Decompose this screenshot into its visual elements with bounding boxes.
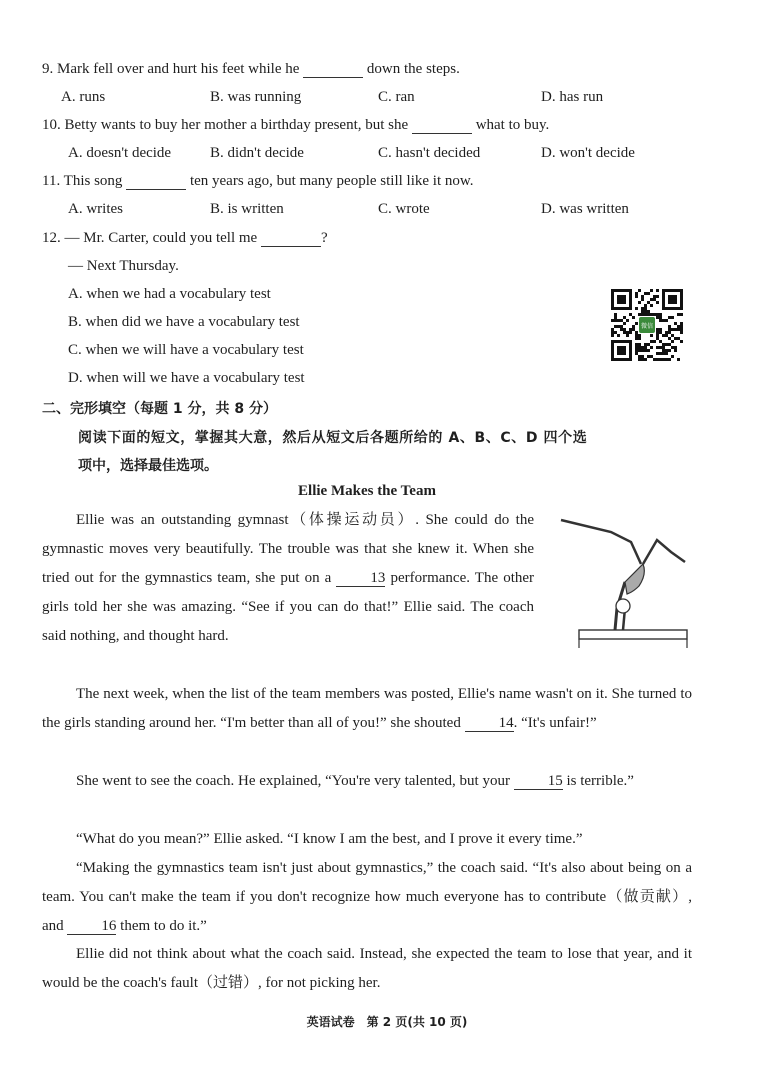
paragraph-text: Ellie did not think about what the coach said. Instead, she expected the team to lose that year, and it would be the coach's fault（过错）, for not picking her. (42, 946, 692, 991)
question-11-tail: ten years ago, but many people still like it now. (189, 173, 474, 189)
paragraph-text: The next week, when the list of the team members was posted, Ellie's name wasn't on it. She turned to the girls standing around her. “I'm better than all of you!” she shouted (42, 686, 692, 731)
option-c: C. hasn't decided (378, 145, 481, 161)
question-11 (42, 173, 474, 190)
paragraph-text: “What do you mean?” Ellie asked. “I know I am the best, and I prove it every time.” (76, 831, 583, 847)
question-10-stem: 10. Betty wants to buy her mother a birthday present, but she (42, 117, 409, 133)
paragraph-text: performance. The other girls told her she was amazing. “See if you can do that!” Ellie said. The coach said nothing, and thought hard. (42, 570, 535, 644)
option-d: D. when will we have a vocabulary test (68, 370, 305, 386)
option-c: C. wrote (378, 201, 430, 217)
paragraph-2 (42, 680, 692, 738)
blank-16: 16 (67, 919, 116, 935)
option-b: B. is written (210, 201, 284, 217)
question-11-stem: 11. This song (42, 173, 123, 189)
section-instruction-cont: 项中，选择最佳选项。 (78, 458, 218, 474)
paragraph-3 (42, 767, 692, 796)
answer-blank (412, 118, 472, 134)
question-12-reply: — Next Thursday. (68, 258, 179, 274)
option-d: D. was written (541, 201, 629, 217)
question-12 (42, 230, 328, 247)
paragraph-text: . “It's unfair!” (513, 715, 597, 731)
option-c: C. ran (378, 89, 415, 105)
question-10-tail: what to buy. (475, 117, 550, 133)
passage-title: Ellie Makes the Team (298, 483, 436, 499)
answer-blank (303, 62, 363, 78)
blank-13: 13 (336, 571, 385, 587)
paragraph-text: Ellie was an outstanding gymnast（体操运动员）. She could do the gymnastic moves very beautifully. The trouble was that she knew it. When she tried out for the gymnastics team, she put on a (42, 512, 534, 586)
paragraph-1 (42, 506, 534, 651)
question-10 (42, 117, 549, 134)
option-b: B. when did we have a vocabulary test (68, 314, 300, 330)
option-c: C. when we will have a vocabulary test (68, 342, 304, 358)
question-9-tail: down the steps. (366, 61, 460, 77)
option-b: B. didn't decide (210, 145, 304, 161)
option-a: A. writes (68, 201, 123, 217)
option-a: A. runs (61, 89, 106, 105)
question-12-tail: ? (320, 230, 328, 246)
paragraph-text: She went to see the coach. He explained, “You're very talented, but your (76, 773, 510, 789)
qr-center-label: 微信 (640, 323, 654, 330)
paragraph-6 (42, 940, 692, 998)
blank-15: 15 (514, 774, 563, 790)
question-9-stem: 9. Mark fell over and hurt his feet while he (42, 61, 300, 77)
paragraph-text: “Making the gymnastics team isn't just about gymnastics,” the coach said. “It's also about being on a team. You can't make the team if you don't recognize how much everyone has to contribute（做贡献）, and (42, 860, 692, 934)
option-a: A. doesn't decide (68, 145, 172, 161)
page-footer: 英语试卷 第 2 页(共 10 页) (306, 1015, 468, 1029)
qr-code-icon (611, 289, 683, 361)
option-a: A. when we had a vocabulary test (68, 286, 271, 302)
option-d: D. has run (541, 89, 604, 105)
paragraph-4 (42, 825, 692, 854)
section-heading: 二、完形填空（每题 1 分，共 8 分） (42, 401, 277, 417)
blank-14: 14 (465, 716, 514, 732)
paragraph-text: is terrible.” (566, 773, 634, 789)
answer-blank (261, 231, 321, 247)
paragraph-5 (42, 854, 692, 941)
option-b: B. was running (210, 89, 302, 105)
question-9 (42, 61, 460, 78)
section-instruction: 阅读下面的短文，掌握其大意，然后从短文后各题所给的 A、B、C、D 四个选 (78, 430, 588, 446)
paragraph-text: them to do it.” (120, 918, 207, 934)
question-12-stem: 12. — Mr. Carter, could you tell me (42, 230, 258, 246)
option-d: D. won't decide (541, 145, 635, 161)
answer-blank (126, 174, 186, 190)
gymnast-illustration (553, 512, 689, 652)
